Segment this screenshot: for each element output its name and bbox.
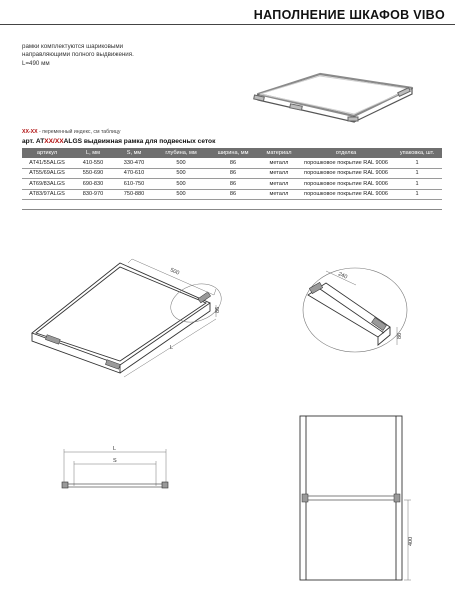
table-cell: AT69/83ALGS <box>22 179 72 190</box>
table-cell: металл <box>258 189 300 200</box>
table-cell: порошковое покрытие RAL 9006 <box>300 158 392 168</box>
table-cell: 86 <box>208 158 258 168</box>
table-cell: 500 <box>154 168 208 179</box>
article-title <box>22 138 215 145</box>
page-header <box>0 0 455 30</box>
variable-index-note <box>22 129 120 135</box>
table-cell: металл <box>258 179 300 190</box>
column-header: ширина, мм <box>208 148 258 158</box>
detail-height: 86 <box>397 332 403 339</box>
table-cell: 550-690 <box>72 168 114 179</box>
table-cell: AT41/55ALGS <box>22 158 72 168</box>
cabinet-height-dim: 400 <box>408 536 414 546</box>
table-cell: 1 <box>392 189 442 200</box>
description-line: L=490 мм <box>22 59 50 67</box>
table-row <box>22 158 442 168</box>
table-cell: 470-610 <box>114 168 154 179</box>
table-cell: порошковое покрытие RAL 9006 <box>300 189 392 200</box>
dim-height: 86 <box>215 306 221 313</box>
column-header: упаковка, шт. <box>392 148 442 158</box>
isometric-drawing <box>20 245 230 380</box>
table-cell: металл <box>258 158 300 168</box>
detail-circle <box>303 268 407 352</box>
table-row <box>22 179 442 190</box>
front-view-drawing <box>50 440 180 510</box>
table-cell: AT83/97ALGS <box>22 189 72 200</box>
table-bottom-rule <box>22 209 442 210</box>
table-row <box>22 189 442 200</box>
page-title: НАПОЛНЕНИЕ ШКАФОВ VIBO <box>253 8 445 22</box>
table-cell: 690-830 <box>72 179 114 190</box>
note-text: - переменный индекс, см таблицу <box>37 129 121 135</box>
dim-length: L <box>170 345 174 351</box>
article-prefix: арт. AT <box>22 138 45 145</box>
table-cell: 1 <box>392 158 442 168</box>
detail-width: 240 <box>337 271 349 281</box>
dim-depth: 500 <box>169 267 181 277</box>
table-cell: порошковое покрытие RAL 9006 <box>300 168 392 179</box>
header-rule <box>0 24 455 25</box>
table-cell: 86 <box>208 179 258 190</box>
table-cell: 500 <box>154 179 208 190</box>
table-cell: порошковое покрытие RAL 9006 <box>300 179 392 190</box>
table-cell: 330-470 <box>114 158 154 168</box>
description-line: рамки комплектуются шариковыми <box>22 43 124 50</box>
article-suffix: ALGS выдвижная рамка для подвесных сеток <box>63 138 216 145</box>
table-cell: металл <box>258 168 300 179</box>
column-header: S, мм <box>114 148 154 158</box>
column-header: отделка <box>300 148 392 158</box>
table-cell: 500 <box>154 189 208 200</box>
table-cell: 1 <box>392 179 442 190</box>
table-cell: 500 <box>154 158 208 168</box>
front-outer-dim: L <box>113 446 117 452</box>
description-line: направляющими полного выдвижения. <box>22 51 134 59</box>
table-cell: 410-550 <box>72 158 114 168</box>
cabinet-drawing <box>290 410 415 585</box>
table-cell: 86 <box>208 168 258 179</box>
table-cell: AT55/69ALGS <box>22 168 72 179</box>
table-cell: 610-750 <box>114 179 154 190</box>
column-header: артикул <box>22 148 72 158</box>
table-cell: 830-970 <box>72 189 114 200</box>
column-header: глубина, мм <box>154 148 208 158</box>
product-description <box>22 43 222 68</box>
front-inner-dim: S <box>113 458 117 464</box>
detail-drawing <box>290 255 410 370</box>
product-image <box>250 62 420 137</box>
table-header-row <box>22 148 442 158</box>
column-header: L, мм <box>72 148 114 158</box>
column-header: материал <box>258 148 300 158</box>
table-cell: 1 <box>392 168 442 179</box>
table-cell: 750-880 <box>114 189 154 200</box>
spec-table <box>22 148 442 200</box>
table-cell: 86 <box>208 189 258 200</box>
article-code: XX/XX <box>44 138 64 145</box>
table-row <box>22 168 442 179</box>
note-code: XX-XX <box>22 129 38 135</box>
